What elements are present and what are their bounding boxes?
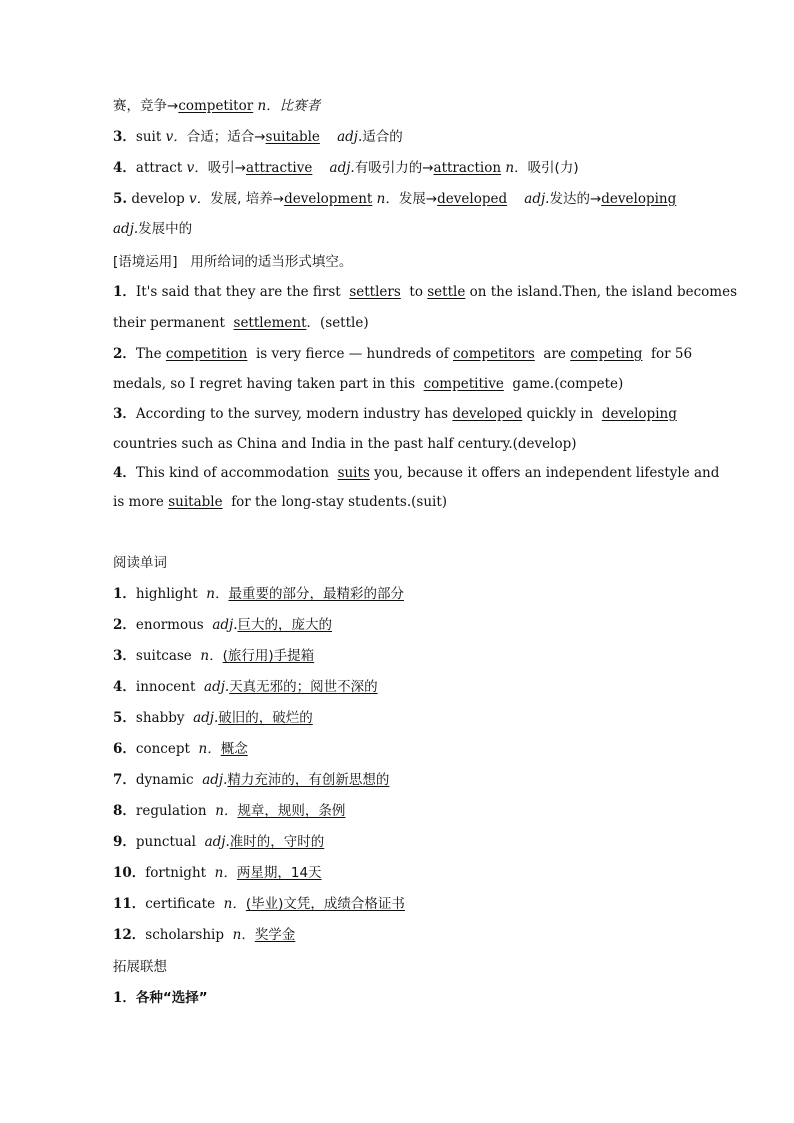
item-number: 8． — [113, 803, 136, 819]
vocab-word: regulation — [135, 803, 207, 819]
answer-blank: settlers — [349, 284, 401, 300]
exercise-line: 1．It's said that they are the first settlers to settle on the island.Then, the island becomes — [113, 284, 738, 300]
meaning: 破旧的，破烂的 — [218, 710, 313, 726]
word-form-line-3: 3．suit v．合适；适合→suitable adj.适合的 — [113, 129, 403, 145]
part-of-speech: n． — [232, 927, 255, 943]
part-of-speech: n． — [198, 741, 221, 757]
list-item — [113, 925, 683, 945]
list-item — [113, 739, 683, 759]
list-item — [113, 894, 683, 914]
part-of-speech: adj. — [204, 679, 230, 695]
answer-blank: suitable — [168, 494, 223, 510]
part-of-speech: n． — [214, 865, 237, 881]
vocab-word: scholarship — [145, 927, 225, 943]
exercise-line: is more suitable for the long-stay students.(suit) — [113, 494, 448, 510]
vocab-word: suitcase — [135, 648, 192, 664]
vocab-word: certificate — [145, 896, 216, 912]
exercise-4 — [113, 463, 720, 512]
item-number: 3． — [113, 648, 136, 664]
list-item — [113, 832, 683, 852]
item-number: 1． — [113, 586, 136, 602]
meaning: 准时的，守时的 — [229, 834, 325, 850]
item-number: 2． — [113, 617, 136, 633]
meaning: 天真无邪的；阅世不深的 — [229, 679, 378, 695]
exercise-line: 3．According to the survey, modern industry has developed quickly in developing — [113, 406, 677, 422]
word-form-line-5: 5. develop v．发展, 培养→development n．发展→developed adj.发达的→developing — [113, 191, 677, 207]
answer-blank: settlement — [233, 315, 307, 331]
answer-blank: developing — [601, 191, 677, 207]
answer-blank: settle — [427, 284, 466, 300]
answer-blank: competitive — [423, 376, 504, 392]
meaning: 最重要的部分，最精彩的部分 — [228, 586, 404, 602]
answer-blank: developed — [452, 406, 523, 422]
answer-blank: competitors — [453, 346, 535, 362]
meaning: 规章，规则，条例 — [237, 803, 346, 819]
answer-blank: attractive — [246, 160, 313, 176]
expand-section — [113, 957, 683, 1008]
answer-blank: competing — [570, 346, 643, 362]
part-of-speech: adj. — [202, 772, 228, 788]
word-form-line-4: 4．attract v．吸引→attractive adj.有吸引力的→attraction n．吸引(力) — [113, 160, 579, 176]
list-item — [113, 801, 683, 821]
list-item — [113, 770, 683, 790]
vocab-word: concept — [135, 741, 190, 757]
answer-blank: development — [284, 191, 373, 207]
item-number: 12． — [113, 927, 146, 943]
answer-blank: developed — [437, 191, 508, 207]
vocab-word: highlight — [135, 586, 198, 602]
reading-words-section — [113, 553, 683, 573]
meaning: 精力充沛的，有创新思想的 — [227, 772, 390, 788]
list-item — [113, 708, 683, 728]
item-number: 6． — [113, 741, 136, 757]
answer-blank: developing — [601, 406, 677, 422]
vocab-word: shabby — [135, 710, 185, 726]
part-of-speech: n． — [200, 648, 223, 664]
exercise-line: 4．This kind of accommodation suits you, because it offers an independent lifestyle and — [113, 465, 720, 481]
exercise-line: countries such as China and India in the past half century.(develop) — [113, 436, 577, 452]
part-of-speech: n． — [215, 803, 238, 819]
meaning: (毕业)文凭，成绩合格证书 — [245, 896, 405, 912]
meaning: 两星期，14天 — [236, 865, 322, 881]
exercise-line: their permanent settlement．(settle) — [113, 315, 369, 331]
list-item — [113, 615, 683, 635]
expand-item: 1．各种“选择” — [113, 990, 208, 1006]
context-usage-section — [113, 252, 683, 272]
exercise-line: 2．The competition is very fierce — hundreds of competitors are competing for 56 — [113, 346, 693, 362]
exercise-line: medals, so I regret having taken part in this competitive game.(compete) — [113, 376, 624, 392]
item-number: 10． — [113, 865, 146, 881]
answer-blank: suitable — [265, 129, 320, 145]
meaning: 奖学金 — [254, 927, 296, 943]
reading-word-list — [113, 584, 683, 956]
expand-heading: 拓展联想 — [113, 959, 167, 975]
item-number: 11． — [113, 896, 146, 912]
vocab-word: fortnight — [145, 865, 207, 881]
word-form-line-6: adj.发展中的 — [113, 221, 193, 237]
answer-blank: competition — [165, 346, 248, 362]
exercise-3 — [113, 404, 683, 454]
list-item — [113, 584, 683, 604]
exercise-1 — [113, 282, 738, 333]
answer-blank: suits — [337, 465, 370, 481]
meaning: 概念 — [220, 741, 248, 757]
word-forms-section — [113, 96, 683, 239]
item-number: 5． — [113, 710, 136, 726]
exercise-2 — [113, 344, 693, 394]
meaning: 巨大的，庞大的 — [237, 617, 332, 633]
reading-heading: 阅读单词 — [113, 555, 167, 571]
part-of-speech: n． — [206, 586, 229, 602]
vocab-word: enormous — [135, 617, 204, 633]
item-number: 7． — [113, 772, 136, 788]
list-item — [113, 677, 683, 697]
part-of-speech: adj. — [212, 617, 238, 633]
part-of-speech: adj. — [204, 834, 230, 850]
item-number: 9． — [113, 834, 136, 850]
part-of-speech: n． — [223, 896, 246, 912]
meaning: (旅行用)手提箱 — [222, 648, 315, 664]
item-number: 4． — [113, 679, 136, 695]
part-of-speech: adj. — [193, 710, 219, 726]
word-form-line-1: 赛，竞争→competitor n．比赛者 — [113, 98, 321, 114]
context-heading: [语境运用] 用所给词的适当形式填空。 — [113, 254, 353, 270]
vocab-word: dynamic — [135, 772, 194, 788]
list-item — [113, 863, 683, 883]
answer-blank: competitor — [178, 98, 254, 114]
answer-blank: attraction — [433, 160, 502, 176]
vocab-word: punctual — [135, 834, 196, 850]
list-item — [113, 646, 683, 666]
vocab-word: innocent — [135, 679, 196, 695]
